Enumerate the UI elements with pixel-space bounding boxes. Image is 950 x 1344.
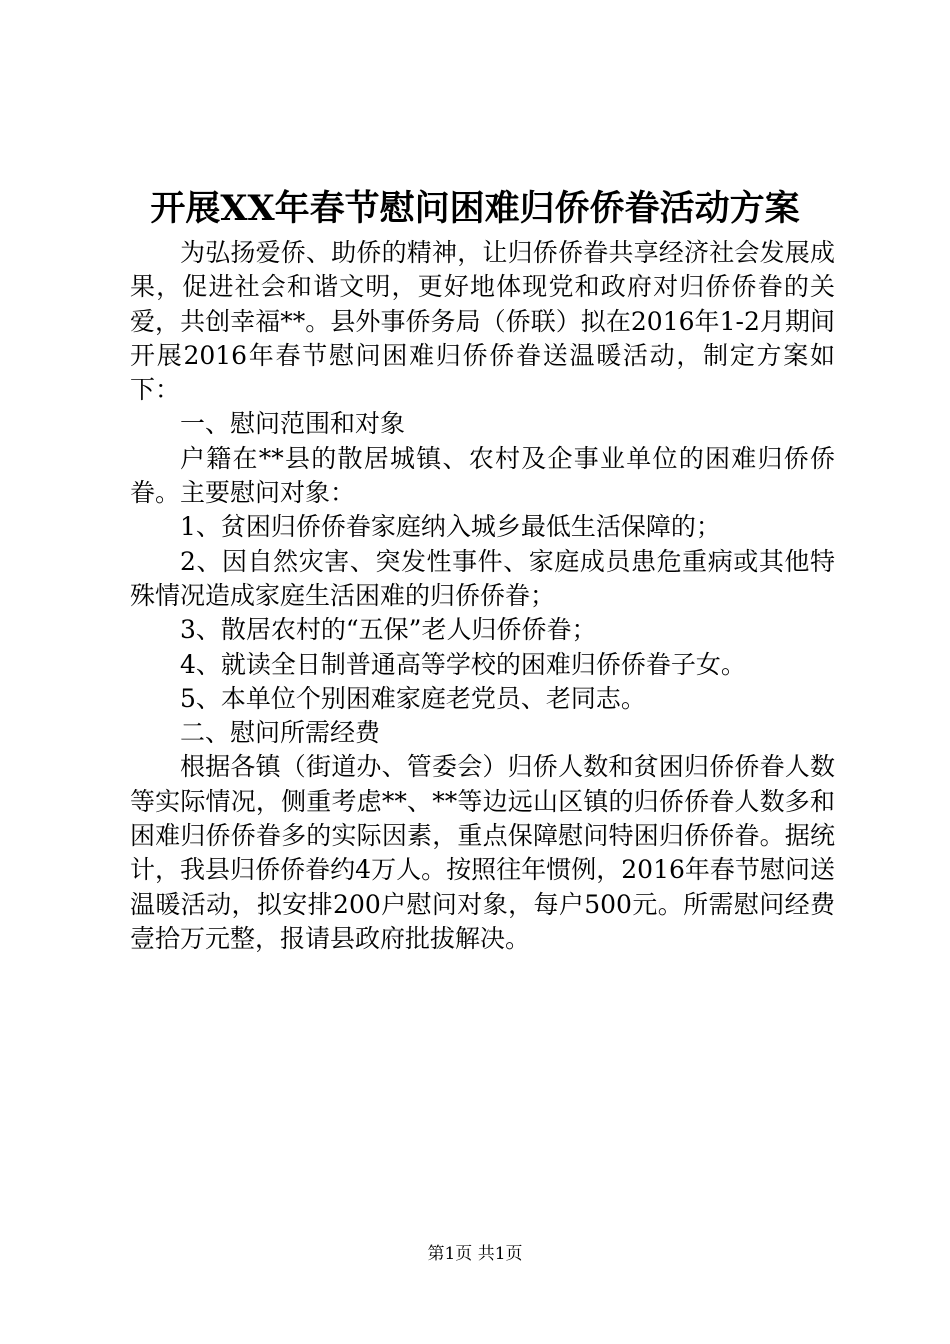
funding-paragraph: 根据各镇（街道办、管委会）归侨人数和贫困归侨侨眷人数等实际情况，侧重考虑**、**等边远山区镇的归侨侨眷人数多和困难归侨侨眷多的实际因素，重点保障慰问特困归侨侨眷。据统计，我县归侨侨眷约4万人。按照往年惯例，2016年春节慰问送温暖活动，拟安排200户慰问对象，每户500元。所需慰问经费壹拾万元整，报请县政府批拔解决。 [130,752,835,953]
page-footer: 第1页 共1页 [427,1244,523,1264]
intro-paragraph: 为弘扬爱侨、助侨的精神，让归侨侨眷共享经济社会发展成果，促进社会和谐文明，更好地体现党和政府对归侨侨眷的关爱，共创幸福**。县外事侨务局（侨联）拟在2016年1-2月期间开展2016年春节慰问困难归侨侨眷送温暖活动，制定方案如下： [130,238,835,405]
list-item: 2、因自然灾害、突发性事件、家庭成员患危重病或其他特殊情况造成家庭生活困难的归侨侨眷； [130,546,835,610]
list-item: 4、就读全日制普通高等学校的困难归侨侨眷子女。 [180,649,746,679]
section-heading-funding: 二、慰问所需经费 [180,718,381,748]
list-item: 5、本单位个别困难家庭老党员、老同志。 [180,683,646,713]
section-heading-scope: 一、慰问范围和对象 [180,409,406,439]
document-title: 开展XX年春节慰问困难归侨侨眷活动方案 [150,188,800,229]
list-item: 3、散居农村的“五保”老人归侨侨眷； [180,615,597,645]
list-item: 1、贫困归侨侨眷家庭纳入城乡最低生活保障的； [180,512,721,542]
document-body [130,236,835,956]
scope-paragraph: 户籍在**县的散居城镇、农村及企事业单位的困难归侨侨眷。主要慰问对象： [130,443,835,508]
